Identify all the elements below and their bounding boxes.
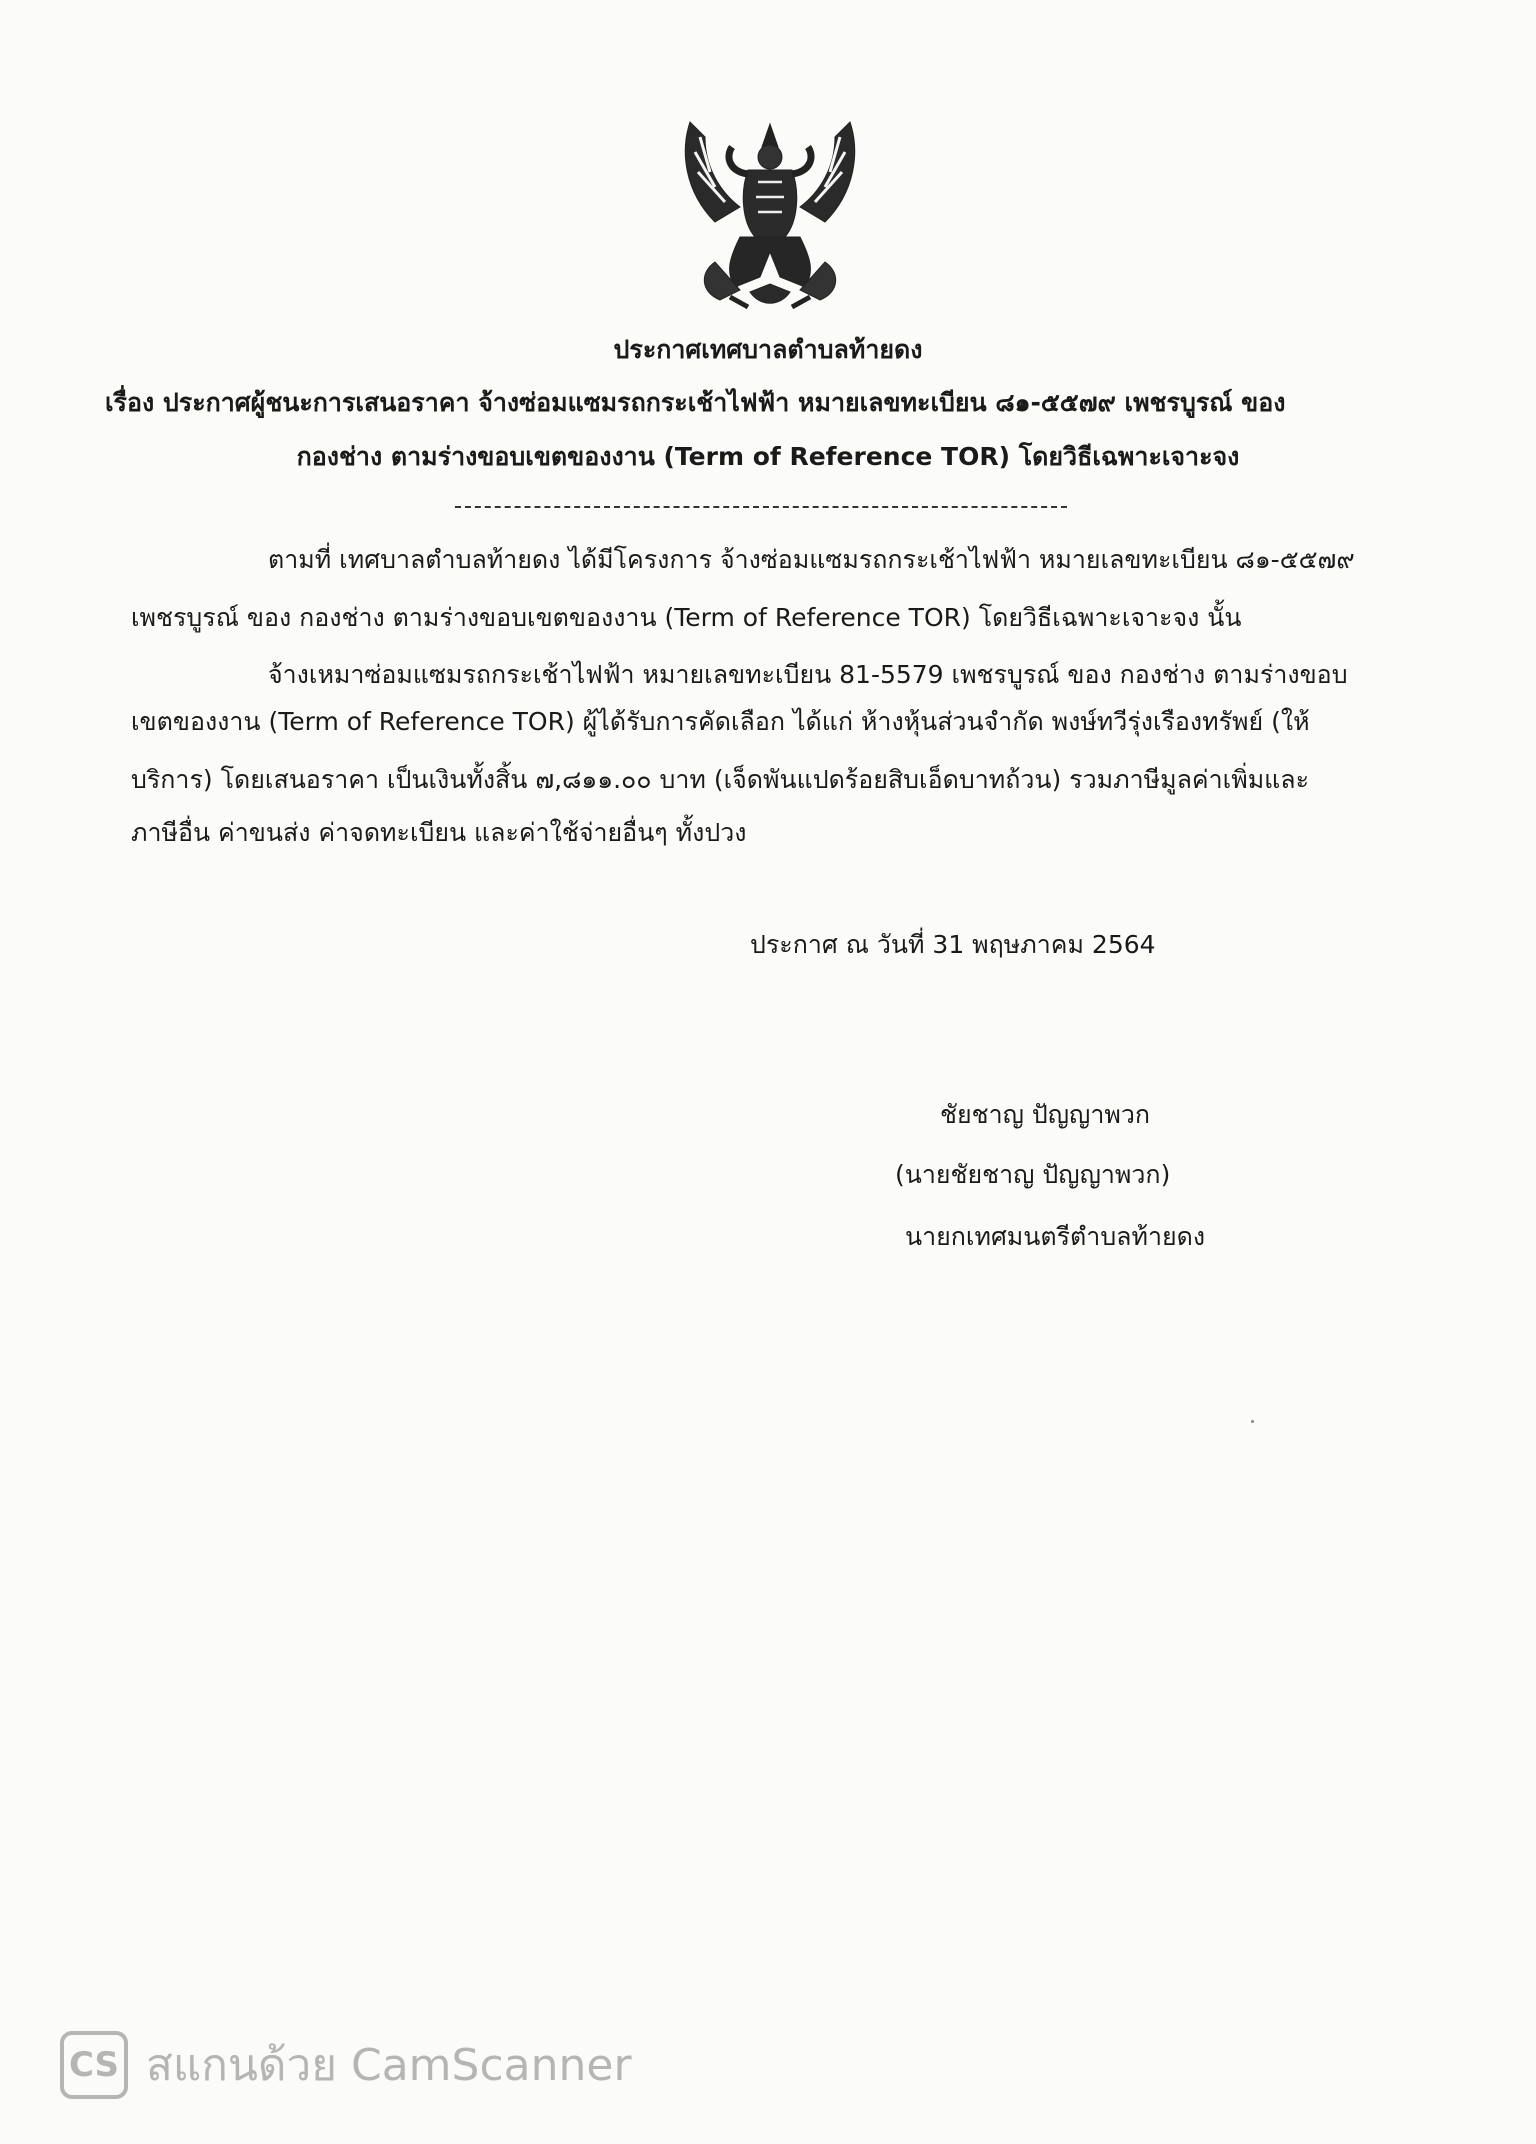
signer-position: นายกเทศมนตรีตำบลท้ายดง xyxy=(905,1222,1206,1251)
para1-line1: ตามที่ เทศบาลตำบลท้ายดง ได้มีโครงการ จ้างซ่อมแซมรถกระเช้าไฟฟ้า หมายเลขทะเบียน ๘๑-๕๕๗๙ xyxy=(268,545,1355,574)
camscanner-logo-icon: CS xyxy=(60,2031,128,2099)
para1-line2: เพชรบูรณ์ ของ กองช่าง ตามร่างขอบเขตของงาน (Term of Reference TOR) โดยวิธีเฉพาะเจาะจง นั้น xyxy=(131,603,1242,632)
subject-line-1: เรื่อง ประกาศผู้ชนะการเสนอราคา จ้างซ่อมแซมรถกระเช้าไฟฟ้า หมายเลขทะเบียน ๘๑-๕๕๗๙ เพชรบูรณ์ ของ xyxy=(105,388,1286,417)
signed-name: ชัยชาญ ปัญญาพวก xyxy=(940,1100,1151,1129)
signer-full-name: (นายชัยชาญ ปัญญาพวก) xyxy=(895,1160,1171,1189)
para2-line4: ภาษีอื่น ค่าขนส่ง ค่าจดทะเบียน และค่าใช้จ่ายอื่นๆ ทั้งปวง xyxy=(131,818,747,847)
speck xyxy=(1251,1420,1254,1423)
camscanner-watermark xyxy=(60,2025,632,2105)
garuda-emblem-icon xyxy=(670,112,870,312)
subject-line-2: กองช่าง ตามร่างขอบเขตของงาน (Term of Reference TOR) โดยวิธีเฉพาะเจาะจง xyxy=(296,442,1240,471)
para2-line3: บริการ) โดยเสนอราคา เป็นเงินทั้งสิ้น ๗,๘๑๑.๐๐ บาท (เจ็ดพันแปดร้อยสิบเอ็ดบาทถ้วน) รวมภาษีมูลค่าเพิ่มและ xyxy=(131,765,1310,794)
para2-line1: จ้างเหมาซ่อมแซมรถกระเช้าไฟฟ้า หมายเลขทะเบียน 81-5579 เพชรบูรณ์ ของ กองช่าง ตามร่างขอบ xyxy=(268,660,1348,689)
watermark-text: สแกนด้วย CamScanner xyxy=(146,2040,632,2091)
date-line: ประกาศ ณ วันที่ 31 พฤษภาคม 2564 xyxy=(750,930,1156,959)
divider xyxy=(455,506,1067,508)
para2-line2: เขตของงาน (Term of Reference TOR) ผู้ได้รับการคัดเลือก ได้แก่ ห้างหุ้นส่วนจำกัด พงษ์ทวีรุ่งเรืองทรัพย์ (ให้ xyxy=(131,707,1310,736)
announcement-title: ประกาศเทศบาลตำบลท้ายดง xyxy=(613,335,923,364)
